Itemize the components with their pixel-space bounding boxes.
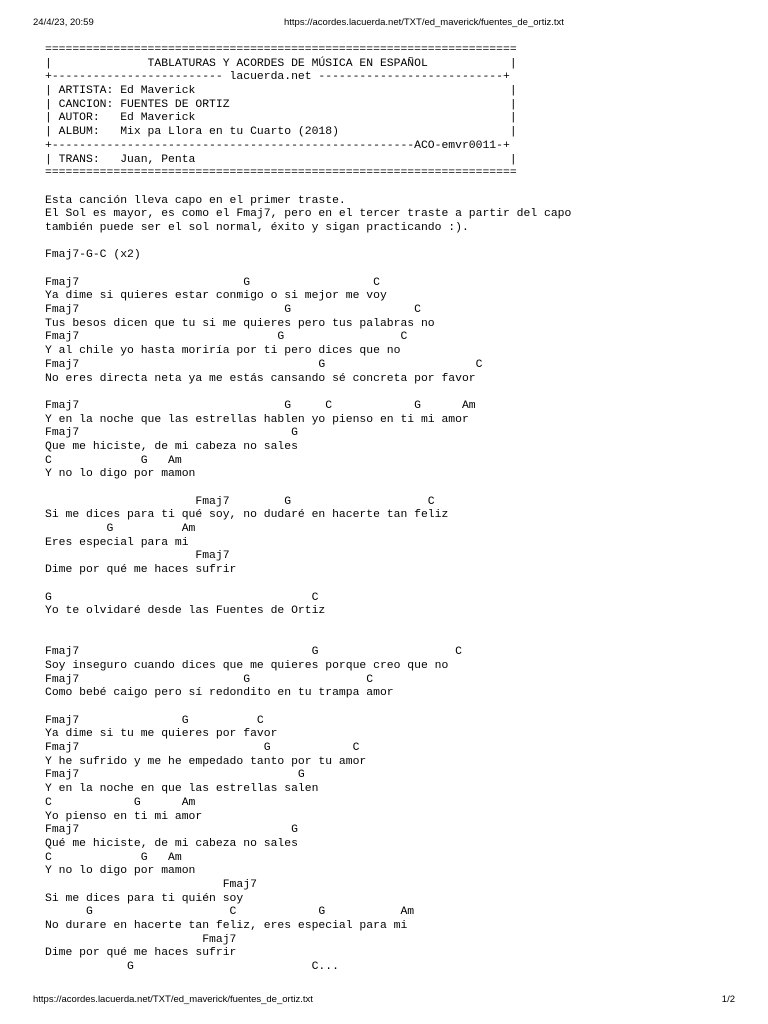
- print-header-url: https://acordes.lacuerda.net/TXT/ed_maverick/fuentes_de_ortiz.txt: [284, 17, 564, 28]
- song-line: Como bebé caigo pero sí redondito en tu trampa amor: [45, 687, 394, 700]
- song-line: [45, 701, 745, 715]
- song-line: C G Am: [45, 454, 182, 467]
- song-line: Fmaj7 G: [45, 824, 298, 837]
- print-datetime: 24/4/23, 20:59: [33, 17, 94, 28]
- print-header: [33, 17, 735, 31]
- song-line: G Am: [45, 523, 196, 536]
- song-line: Fmaj7 G: [45, 427, 298, 440]
- song-line: también puede ser el sol normal, éxito y sigan practicando :).: [45, 221, 469, 234]
- song-line: Fmaj7 G C: [45, 331, 408, 344]
- tab-document: [45, 44, 745, 975]
- song-line: [45, 386, 745, 400]
- info-box-line: =====================================================================: [45, 167, 517, 180]
- song-line: El Sol es mayor, es como el Fmaj7, pero en el tercer traste a partir del capo: [45, 208, 572, 221]
- song-line: Fmaj7: [45, 550, 230, 563]
- print-footer-url: https://acordes.lacuerda.net/TXT/ed_maverick/fuentes_de_ortiz.txt: [33, 994, 313, 1005]
- page-number: 1/2: [721, 994, 735, 1005]
- song-line: Ya dime si quieres estar conmigo o si mejor me voy: [45, 290, 387, 303]
- song-line: G C...: [45, 961, 339, 974]
- song-line: Dime por qué me haces sufrir: [45, 947, 237, 960]
- song-line: [45, 619, 745, 633]
- song-line: Fmaj7 G C: [45, 304, 421, 317]
- info-box-line: | TABLATURAS Y ACORDES DE MÚSICA EN ESPAÑOL |: [45, 57, 517, 70]
- song-line: C G Am: [45, 851, 182, 864]
- song-line: Eres especial para mi: [45, 536, 189, 549]
- song-line: Si me dices para ti quién soy: [45, 892, 244, 905]
- song-line: Esta canción lleva capo en el primer traste.: [45, 194, 346, 207]
- song-line: G C: [45, 591, 319, 604]
- song-line: Y no lo digo por mamon: [45, 468, 196, 481]
- song-line: Dime por qué me haces sufrir: [45, 564, 237, 577]
- song-line: Fmaj7 G C: [45, 495, 435, 508]
- song-line: Fmaj7: [45, 878, 257, 891]
- song-line: Tus besos dicen que tu si me quieres pero tus palabras no: [45, 317, 435, 330]
- song-line: [45, 633, 745, 647]
- info-box-line: | CANCION: FUENTES DE ORTIZ |: [45, 98, 517, 111]
- song-line: Y no lo digo por mamon: [45, 865, 196, 878]
- song-line: [45, 578, 745, 592]
- song-line: [45, 482, 745, 496]
- song-line: Qué me hiciste, de mi cabeza no sales: [45, 837, 298, 850]
- song-line: Soy inseguro cuando dices que me quieres porque creo que no: [45, 659, 449, 672]
- song-line: [45, 236, 745, 250]
- song-line: Que me hiciste, de mi cabeza no sales: [45, 440, 298, 453]
- song-line: Fmaj7 G C: [45, 742, 360, 755]
- info-box-line: | AUTOR: Ed Maverick |: [45, 112, 517, 125]
- song-line: Fmaj7 G C: [45, 646, 462, 659]
- song-line: Fmaj7 G C: [45, 714, 264, 727]
- song-line: Fmaj7 G C: [45, 673, 374, 686]
- song-line: No durare en hacerte tan feliz, eres especial para mi: [45, 920, 408, 932]
- song-line: Ya dime si tu me quieres por favor: [45, 728, 278, 741]
- song-line: No eres directa neta ya me estás cansando sé concreta por favor: [45, 372, 476, 385]
- song-line: Yo te olvidaré desde las Fuentes de Ortiz: [45, 605, 326, 618]
- info-box-line: +-----------------------------------------------------ACO-emvr0011-+: [45, 139, 510, 152]
- song-line: Yo pienso en ti mi amor: [45, 810, 203, 823]
- song-line: Fmaj7 G C: [45, 276, 380, 289]
- song-line: Fmaj7 G C G Am: [45, 399, 476, 412]
- info-box-line: | ARTISTA: Ed Maverick |: [45, 85, 517, 98]
- song-line: Y en la noche en que las estrellas salen: [45, 783, 319, 796]
- song-line: Fmaj7 G C: [45, 358, 483, 371]
- song-line: Fmaj7-G-C (x2): [45, 249, 141, 262]
- info-box-line: =====================================================================: [45, 44, 517, 56]
- song-line: [45, 181, 745, 195]
- song-body: [45, 181, 745, 975]
- info-box-line: | ALBUM: Mix pa Llora en tu Cuarto (2018) |: [45, 126, 517, 139]
- song-line: Y en la noche que las estrellas hablen yo pienso en ti mi amor: [45, 413, 469, 426]
- song-info-box: [45, 44, 745, 181]
- print-footer: [33, 994, 735, 1008]
- song-line: Y he sufrido y me he empedado tanto por tu amor: [45, 755, 367, 768]
- song-line: Si me dices para ti qué soy, no dudaré en hacerte tan feliz: [45, 509, 449, 522]
- song-line: C G Am: [45, 796, 196, 809]
- song-line: Fmaj7 G: [45, 769, 305, 782]
- song-line: Y al chile yo hasta moriría por ti pero dices que no: [45, 345, 401, 358]
- song-line: G C G Am: [45, 906, 415, 919]
- info-box-line: +------------------------- lacuerda.net ---------------------------+: [45, 71, 510, 84]
- info-box-line: | TRANS: Juan, Penta |: [45, 153, 517, 166]
- song-line: Fmaj7: [45, 933, 237, 946]
- song-line: [45, 263, 745, 277]
